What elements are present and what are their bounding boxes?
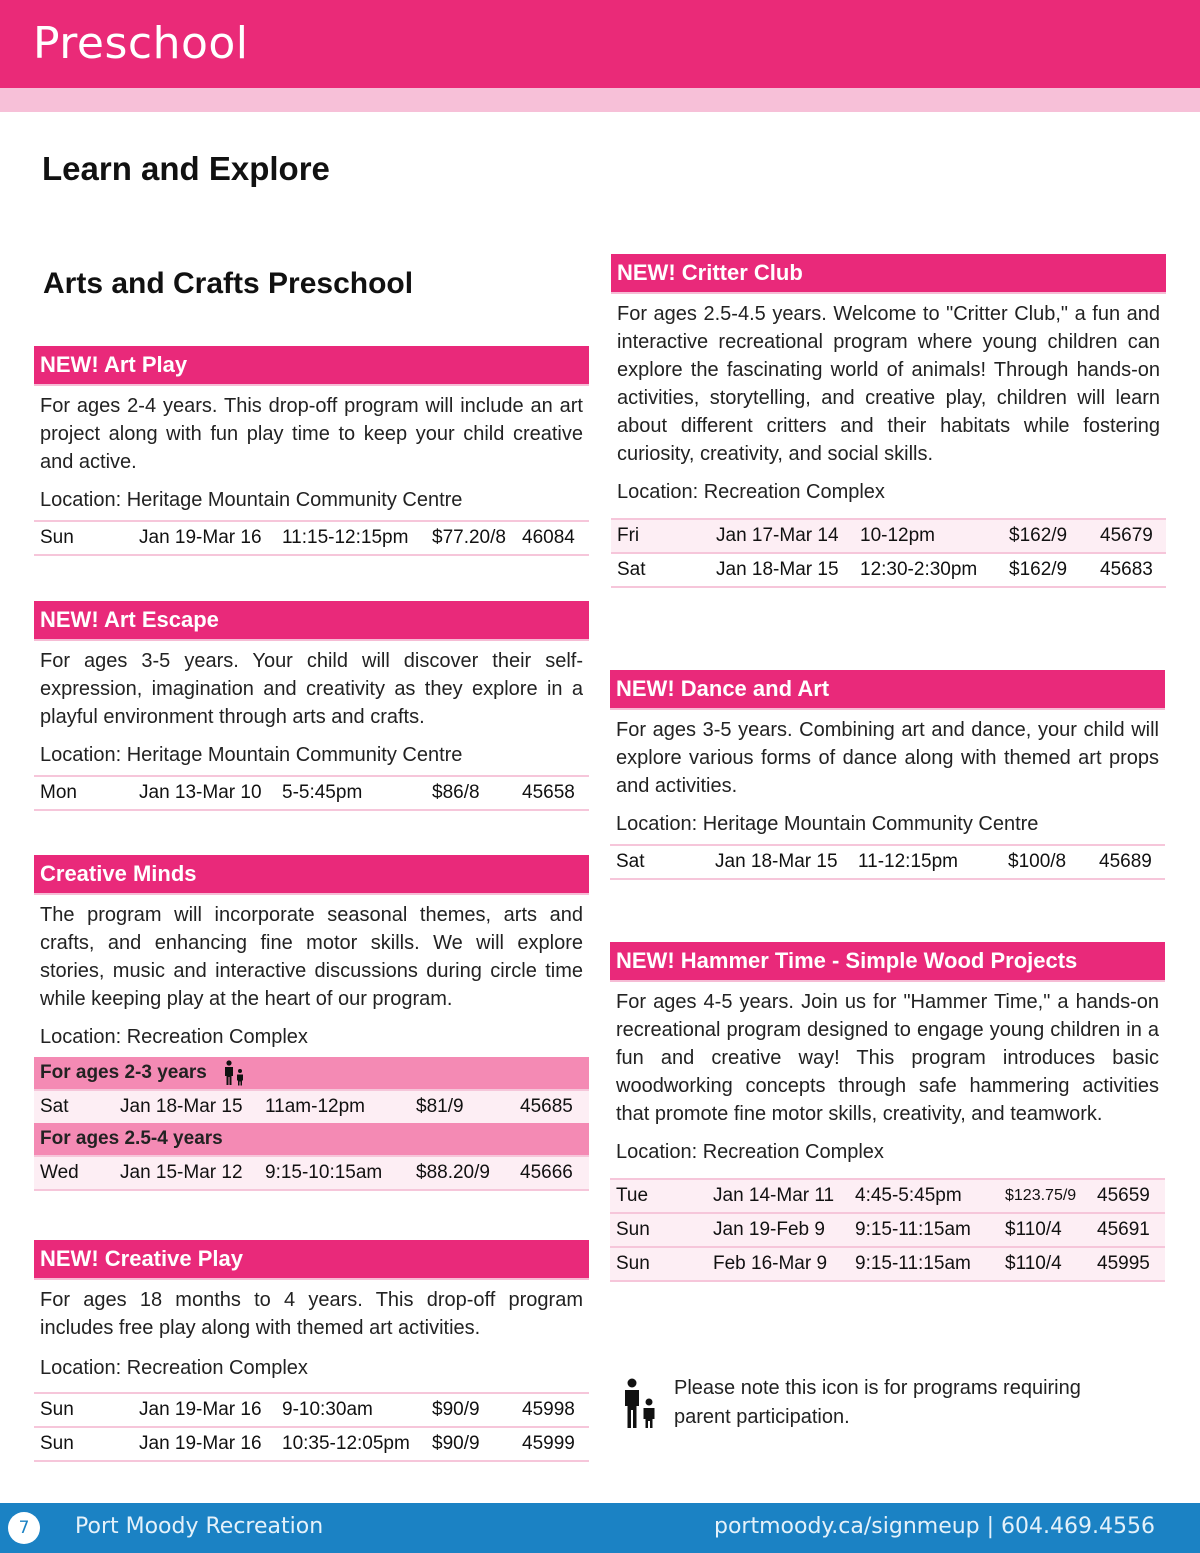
program-location: Location: Heritage Mountain Community Centre [616, 813, 1039, 835]
cell-day: Sun [40, 1399, 74, 1420]
cell-time: 10:35-12:05pm [282, 1433, 410, 1454]
cell-time: 9-10:30am [282, 1399, 373, 1420]
cell-time: 9:15-11:15am [855, 1253, 971, 1274]
cell-dates: Jan 18-Mar 15 [715, 851, 838, 872]
program-creative-minds [34, 855, 589, 1191]
page-header [0, 0, 1200, 88]
schedule-table [34, 1392, 589, 1462]
table-row [610, 844, 1165, 880]
cell-day: Sun [616, 1253, 650, 1274]
program-title: NEW! Art Play [34, 346, 589, 384]
cell-price: $86/8 [432, 782, 480, 803]
cell-price: $81/9 [416, 1096, 464, 1117]
schedule-table [610, 844, 1165, 880]
table-row [34, 520, 589, 556]
cell-price: $77.20/8 [432, 527, 506, 548]
program-description: For ages 3-5 years. Combining art and dance, your child will explore various forms of dance along with themed art props and activities. [616, 719, 1159, 797]
cell-price: $110/4 [1005, 1253, 1062, 1274]
program-location: Location: Recreation Complex [616, 1141, 884, 1163]
cell-code: 46084 [522, 527, 575, 548]
table-row [34, 1426, 589, 1462]
cell-dates: Jan 19-Feb 9 [713, 1219, 825, 1240]
cell-code: 45995 [1097, 1253, 1150, 1274]
cell-code: 45658 [522, 782, 575, 803]
cell-price: $88.20/9 [416, 1162, 490, 1183]
table-row [610, 1246, 1165, 1282]
cell-time: 5-5:45pm [282, 782, 363, 803]
cell-time: 9:15-11:15am [855, 1219, 971, 1240]
program-title: NEW! Creative Play [34, 1240, 589, 1278]
table-row [34, 1089, 589, 1123]
program-description: The program will incorporate seasonal themes, arts and crafts, and enhancing fine motor skills. We will explore stories, music and interactive discussions during circle time while keeping play at the heart of our program. [40, 904, 583, 1010]
table-row [34, 1392, 589, 1426]
cell-dates: Jan 15-Mar 12 [120, 1162, 243, 1183]
program-title: NEW! Dance and Art [610, 670, 1165, 708]
cell-code: 45691 [1097, 1219, 1150, 1240]
program-description: For ages 2-4 years. This drop-off program will include an art project along with fun play time to keep your child creative and active. [40, 395, 583, 473]
cell-price: $110/4 [1005, 1219, 1062, 1240]
cell-price: $90/9 [432, 1399, 480, 1420]
cell-dates: Feb 16-Mar 9 [713, 1253, 828, 1274]
program-location: Location: Heritage Mountain Community Centre [40, 744, 463, 766]
cell-time: 10-12pm [860, 525, 935, 546]
cell-time: 12:30-2:30pm [860, 559, 978, 580]
subsection-title: Arts and Crafts Preschool [43, 267, 414, 300]
cell-day: Mon [40, 782, 77, 803]
cell-code: 45679 [1100, 525, 1153, 546]
cell-day: Sat [40, 1096, 69, 1117]
cell-code: 45689 [1099, 851, 1152, 872]
program-location: Location: Recreation Complex [617, 481, 885, 503]
program-dance-and-art [610, 670, 1165, 880]
page-number: 7 [8, 1512, 40, 1544]
cell-code: 45666 [520, 1162, 573, 1183]
cell-code: 45999 [522, 1433, 575, 1454]
page-title: Preschool [33, 18, 249, 69]
table-row [611, 552, 1166, 588]
cell-code: 45683 [1100, 559, 1153, 580]
program-title: NEW! Art Escape [34, 601, 589, 639]
table-row [611, 518, 1166, 552]
program-location: Location: Recreation Complex [40, 1357, 308, 1379]
cell-day: Sat [617, 559, 646, 580]
program-location: Location: Recreation Complex [40, 1026, 308, 1048]
program-art-play [34, 346, 589, 556]
cell-code: 45685 [520, 1096, 573, 1117]
cell-dates: Jan 17-Mar 14 [716, 525, 839, 546]
cell-day: Sat [616, 851, 645, 872]
age-group-label: For ages 2.5-4 years [40, 1128, 223, 1149]
footer-org-name: Port Moody Recreation [75, 1514, 324, 1539]
section-title: Learn and Explore [42, 150, 330, 187]
cell-dates: Jan 14-Mar 11 [713, 1185, 835, 1206]
schedule-table [34, 775, 589, 811]
cell-day: Sun [40, 1433, 74, 1454]
schedule-table [611, 518, 1166, 588]
parent-child-icon [622, 1378, 658, 1430]
program-hammer-time [610, 942, 1165, 1282]
cell-time: 9:15-10:15am [265, 1162, 383, 1183]
cell-price: $162/9 [1009, 525, 1068, 546]
age-group-header [34, 1057, 589, 1089]
footer-contact: portmoody.ca/signmeup | 604.469.4556 [714, 1514, 1155, 1539]
program-title: NEW! Hammer Time - Simple Wood Projects [610, 942, 1165, 980]
program-description: For ages 18 months to 4 years. This drop-off program includes free play along with themed art activities. [40, 1289, 583, 1339]
cell-time: 11am-12pm [265, 1096, 365, 1117]
note-text: Please note this icon is for programs requiring parent participation. [674, 1377, 1081, 1428]
cell-dates: Jan 19-Mar 16 [139, 1433, 262, 1454]
program-title: Creative Minds [34, 855, 589, 893]
table-row [34, 775, 589, 811]
program-art-escape [34, 601, 589, 811]
program-description: For ages 3-5 years. Your child will discover their self-expression, imagination and creativity as they explore in a playful environment through arts and crafts. [40, 650, 583, 728]
cell-dates: Jan 19-Mar 16 [139, 1399, 262, 1420]
cell-price: $90/9 [432, 1433, 480, 1454]
cell-day: Wed [40, 1162, 79, 1183]
table-row [34, 1155, 589, 1191]
program-creative-play [34, 1240, 589, 1462]
cell-price: $123.75/9 [1005, 1187, 1077, 1204]
cell-code: 45998 [522, 1399, 575, 1420]
age-group-header [34, 1123, 589, 1155]
cell-dates: Jan 18-Mar 15 [716, 559, 839, 580]
program-description: For ages 2.5-4.5 years. Welcome to "Critter Club," a fun and interactive recreational program where young children can explore the fascinating world of animals! Through hands-on activities, storytelling, and creative play, children will learn about different critters and their habitats while fostering curiosity, creativity, and social skills. [617, 303, 1160, 465]
cell-time: 11:15-12:15pm [282, 527, 409, 548]
program-critter-club [611, 254, 1166, 588]
cell-day: Sun [40, 527, 74, 548]
cell-price: $162/9 [1009, 559, 1068, 580]
program-location: Location: Heritage Mountain Community Centre [40, 489, 463, 511]
cell-price: $100/8 [1008, 851, 1067, 872]
schedule-table [610, 1178, 1165, 1282]
schedule-table [34, 1057, 589, 1191]
cell-code: 45659 [1097, 1185, 1150, 1206]
cell-day: Fri [617, 525, 640, 546]
cell-time: 4:45-5:45pm [855, 1185, 962, 1206]
program-title: NEW! Critter Club [611, 254, 1166, 292]
table-row [610, 1178, 1165, 1212]
program-description: For ages 4-5 years. Join us for "Hammer Time," a hands-on recreational program designed to engage young children in a fun and creative way! This program introduces basic woodworking concepts through safe hammering activities that promote fine motor skills, creativity, and teamwork. [616, 991, 1159, 1125]
age-group-label: For ages 2-3 years [40, 1062, 207, 1083]
cell-dates: Jan 13-Mar 10 [139, 782, 262, 803]
schedule-table [34, 520, 589, 556]
cell-dates: Jan 19-Mar 16 [139, 527, 262, 548]
header-band [0, 88, 1200, 112]
cell-day: Sun [616, 1219, 650, 1240]
cell-day: Tue [616, 1185, 649, 1206]
cell-dates: Jan 18-Mar 15 [120, 1096, 243, 1117]
parent-child-icon [222, 1060, 246, 1086]
table-row [610, 1212, 1165, 1246]
cell-time: 11-12:15pm [858, 851, 958, 872]
